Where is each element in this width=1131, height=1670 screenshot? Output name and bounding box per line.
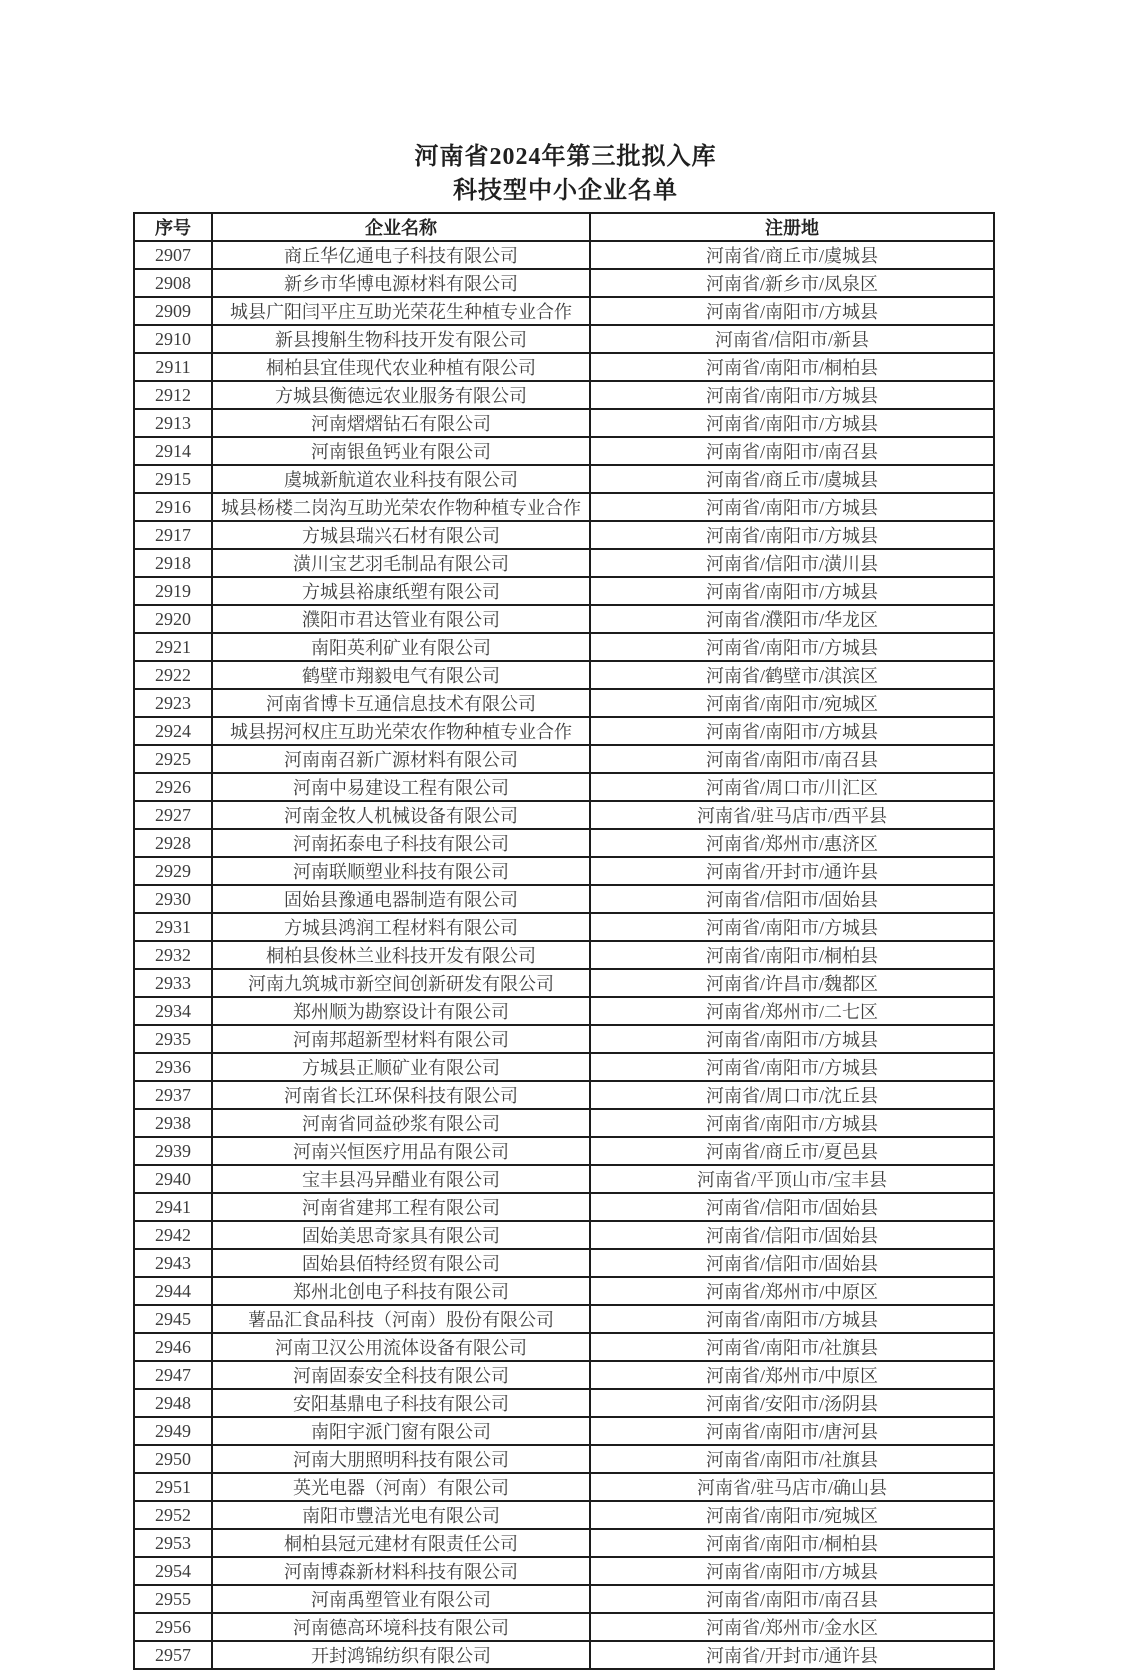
table-row — [134, 521, 994, 549]
row-index: 2936 — [134, 1053, 212, 1081]
registration-location: 河南省/南阳市/方城县 — [590, 1053, 994, 1081]
row-index: 2957 — [134, 1641, 212, 1669]
company-name: 河南卫汉公用流体设备有限公司 — [212, 1333, 590, 1361]
header-registration-location: 注册地 — [590, 213, 994, 241]
row-index: 2911 — [134, 353, 212, 381]
registration-location: 河南省/南阳市/方城县 — [590, 409, 994, 437]
table-row — [134, 997, 994, 1025]
company-name: 河南省建邦工程有限公司 — [212, 1193, 590, 1221]
registration-location: 河南省/周口市/川汇区 — [590, 773, 994, 801]
registration-location: 河南省/商丘市/虞城县 — [590, 241, 994, 269]
table-row — [134, 1585, 994, 1613]
row-index: 2947 — [134, 1361, 212, 1389]
registration-location: 河南省/平顶山市/宝丰县 — [590, 1165, 994, 1193]
company-name: 河南拓泰电子科技有限公司 — [212, 829, 590, 857]
company-name: 濮阳市君达管业有限公司 — [212, 605, 590, 633]
table-row — [134, 493, 994, 521]
row-index: 2914 — [134, 437, 212, 465]
row-index: 2921 — [134, 633, 212, 661]
registration-location: 河南省/南阳市/宛城区 — [590, 689, 994, 717]
registration-location: 河南省/开封市/通许县 — [590, 857, 994, 885]
company-table — [133, 212, 995, 1670]
registration-location: 河南省/信阳市/固始县 — [590, 1221, 994, 1249]
row-index: 2935 — [134, 1025, 212, 1053]
company-name: 河南德高环境科技有限公司 — [212, 1613, 590, 1641]
company-name: 河南大朋照明科技有限公司 — [212, 1445, 590, 1473]
table-row — [134, 661, 994, 689]
company-name: 郑州北创电子科技有限公司 — [212, 1277, 590, 1305]
row-index: 2944 — [134, 1277, 212, 1305]
row-index: 2918 — [134, 549, 212, 577]
row-index: 2920 — [134, 605, 212, 633]
table-row — [134, 1137, 994, 1165]
table-row — [134, 1473, 994, 1501]
table-row — [134, 241, 994, 269]
row-index: 2941 — [134, 1193, 212, 1221]
table-header-row — [134, 213, 994, 241]
registration-location: 河南省/南阳市/南召县 — [590, 745, 994, 773]
registration-location: 河南省/安阳市/汤阴县 — [590, 1389, 994, 1417]
row-index: 2909 — [134, 297, 212, 325]
registration-location: 河南省/南阳市/方城县 — [590, 381, 994, 409]
company-name: 商丘华亿通电子科技有限公司 — [212, 241, 590, 269]
row-index: 2924 — [134, 717, 212, 745]
registration-location: 河南省/南阳市/方城县 — [590, 717, 994, 745]
table-row — [134, 1221, 994, 1249]
table-row — [134, 353, 994, 381]
registration-location: 河南省/南阳市/方城县 — [590, 521, 994, 549]
row-index: 2912 — [134, 381, 212, 409]
company-name: 南阳宇派门窗有限公司 — [212, 1417, 590, 1445]
company-name: 河南固泰安全科技有限公司 — [212, 1361, 590, 1389]
row-index: 2946 — [134, 1333, 212, 1361]
row-index: 2950 — [134, 1445, 212, 1473]
table-row — [134, 1361, 994, 1389]
table-row — [134, 1165, 994, 1193]
table-row — [134, 829, 994, 857]
table-row — [134, 1109, 994, 1137]
registration-location: 河南省/鹤壁市/淇滨区 — [590, 661, 994, 689]
company-name: 薯品汇食品科技（河南）股份有限公司 — [212, 1305, 590, 1333]
row-index: 2940 — [134, 1165, 212, 1193]
registration-location: 河南省/周口市/沈丘县 — [590, 1081, 994, 1109]
company-name: 英光电器（河南）有限公司 — [212, 1473, 590, 1501]
company-name: 固始美思奇家具有限公司 — [212, 1221, 590, 1249]
table-row — [134, 689, 994, 717]
row-index: 2939 — [134, 1137, 212, 1165]
company-name: 城县广阳闫平庄互助光荣花生种植专业合作 — [212, 297, 590, 325]
table-row — [134, 941, 994, 969]
table-row — [134, 1081, 994, 1109]
registration-location: 河南省/新乡市/凤泉区 — [590, 269, 994, 297]
row-index: 2922 — [134, 661, 212, 689]
registration-location: 河南省/郑州市/二七区 — [590, 997, 994, 1025]
registration-location: 河南省/信阳市/新县 — [590, 325, 994, 353]
registration-location: 河南省/驻马店市/西平县 — [590, 801, 994, 829]
table-row — [134, 1613, 994, 1641]
row-index: 2934 — [134, 997, 212, 1025]
row-index: 2938 — [134, 1109, 212, 1137]
row-index: 2908 — [134, 269, 212, 297]
registration-location: 河南省/南阳市/方城县 — [590, 297, 994, 325]
company-name: 河南九筑城市新空间创新研发有限公司 — [212, 969, 590, 997]
row-index: 2933 — [134, 969, 212, 997]
registration-location: 河南省/南阳市/宛城区 — [590, 1501, 994, 1529]
row-index: 2954 — [134, 1557, 212, 1585]
page-title — [0, 140, 1131, 208]
registration-location: 河南省/郑州市/中原区 — [590, 1361, 994, 1389]
row-index: 2953 — [134, 1529, 212, 1557]
registration-location: 河南省/驻马店市/确山县 — [590, 1473, 994, 1501]
company-name: 河南省同益砂浆有限公司 — [212, 1109, 590, 1137]
row-index: 2931 — [134, 913, 212, 941]
row-index: 2937 — [134, 1081, 212, 1109]
company-name: 方城县鸿润工程材料有限公司 — [212, 913, 590, 941]
row-index: 2910 — [134, 325, 212, 353]
company-name: 河南中易建设工程有限公司 — [212, 773, 590, 801]
company-name: 郑州顺为勘察设计有限公司 — [212, 997, 590, 1025]
registration-location: 河南省/信阳市/潢川县 — [590, 549, 994, 577]
company-name: 潢川宝艺羽毛制品有限公司 — [212, 549, 590, 577]
row-index: 2917 — [134, 521, 212, 549]
table-row — [134, 633, 994, 661]
table-row — [134, 1053, 994, 1081]
registration-location: 河南省/南阳市/方城县 — [590, 493, 994, 521]
table-row — [134, 1305, 994, 1333]
table-row — [134, 885, 994, 913]
company-name: 方城县瑞兴石材有限公司 — [212, 521, 590, 549]
table-header — [134, 213, 994, 241]
table-row — [134, 437, 994, 465]
table-row — [134, 717, 994, 745]
table-row — [134, 1501, 994, 1529]
company-name: 南阳市豐洁光电有限公司 — [212, 1501, 590, 1529]
row-index: 2928 — [134, 829, 212, 857]
company-name: 方城县裕康纸塑有限公司 — [212, 577, 590, 605]
company-name: 河南省长江环保科技有限公司 — [212, 1081, 590, 1109]
registration-location: 河南省/南阳市/桐柏县 — [590, 941, 994, 969]
page-title-line2: 科技型中小企业名单 — [453, 178, 678, 204]
row-index: 2948 — [134, 1389, 212, 1417]
registration-location: 河南省/郑州市/中原区 — [590, 1277, 994, 1305]
row-index: 2932 — [134, 941, 212, 969]
company-name: 城县杨楼二岗沟互助光荣农作物种植专业合作 — [212, 493, 590, 521]
row-index: 2942 — [134, 1221, 212, 1249]
company-name: 河南银鱼钙业有限公司 — [212, 437, 590, 465]
registration-location: 河南省/南阳市/社旗县 — [590, 1333, 994, 1361]
row-index: 2929 — [134, 857, 212, 885]
row-index: 2915 — [134, 465, 212, 493]
registration-location: 河南省/商丘市/虞城县 — [590, 465, 994, 493]
registration-location: 河南省/南阳市/南召县 — [590, 437, 994, 465]
company-name: 河南熠熠钻石有限公司 — [212, 409, 590, 437]
company-name: 新乡市华博电源材料有限公司 — [212, 269, 590, 297]
row-index: 2955 — [134, 1585, 212, 1613]
company-name: 河南联顺塑业科技有限公司 — [212, 857, 590, 885]
company-name: 鹤壁市翔毅电气有限公司 — [212, 661, 590, 689]
table-row — [134, 1641, 994, 1669]
row-index: 2956 — [134, 1613, 212, 1641]
table-row — [134, 1333, 994, 1361]
table-row — [134, 745, 994, 773]
row-index: 2926 — [134, 773, 212, 801]
table-row — [134, 1277, 994, 1305]
row-index: 2949 — [134, 1417, 212, 1445]
registration-location: 河南省/商丘市/夏邑县 — [590, 1137, 994, 1165]
registration-location: 河南省/南阳市/方城县 — [590, 1557, 994, 1585]
registration-location: 河南省/信阳市/固始县 — [590, 1249, 994, 1277]
company-name: 安阳基鼎电子科技有限公司 — [212, 1389, 590, 1417]
table-row — [134, 1445, 994, 1473]
table-row — [134, 913, 994, 941]
company-name: 河南禹塑管业有限公司 — [212, 1585, 590, 1613]
registration-location: 河南省/郑州市/金水区 — [590, 1613, 994, 1641]
table-row — [134, 269, 994, 297]
company-name: 桐柏县俊林兰业科技开发有限公司 — [212, 941, 590, 969]
table-row — [134, 605, 994, 633]
company-name: 南阳英利矿业有限公司 — [212, 633, 590, 661]
company-name: 方城县衡德远农业服务有限公司 — [212, 381, 590, 409]
company-name: 虞城新航道农业科技有限公司 — [212, 465, 590, 493]
registration-location: 河南省/南阳市/方城县 — [590, 577, 994, 605]
row-index: 2943 — [134, 1249, 212, 1277]
row-index: 2927 — [134, 801, 212, 829]
table-row — [134, 801, 994, 829]
company-name: 固始县豫通电器制造有限公司 — [212, 885, 590, 913]
registration-location: 河南省/南阳市/社旗县 — [590, 1445, 994, 1473]
header-index: 序号 — [134, 213, 212, 241]
table-row — [134, 1025, 994, 1053]
table-row — [134, 1389, 994, 1417]
company-name: 桐柏县冠元建材有限责任公司 — [212, 1529, 590, 1557]
row-index: 2951 — [134, 1473, 212, 1501]
registration-location: 河南省/许昌市/魏都区 — [590, 969, 994, 997]
registration-location: 河南省/南阳市/方城县 — [590, 1025, 994, 1053]
company-name: 城县拐河权庄互助光荣农作物种植专业合作 — [212, 717, 590, 745]
table-row — [134, 1249, 994, 1277]
company-name: 固始县佰特经贸有限公司 — [212, 1249, 590, 1277]
registration-location: 河南省/南阳市/桐柏县 — [590, 353, 994, 381]
table-row — [134, 1557, 994, 1585]
registration-location: 河南省/南阳市/方城县 — [590, 633, 994, 661]
company-name: 河南兴恒医疗用品有限公司 — [212, 1137, 590, 1165]
registration-location: 河南省/南阳市/南召县 — [590, 1585, 994, 1613]
row-index: 2952 — [134, 1501, 212, 1529]
company-name: 河南邦超新型材料有限公司 — [212, 1025, 590, 1053]
table-row — [134, 297, 994, 325]
header-company-name: 企业名称 — [212, 213, 590, 241]
registration-location: 河南省/郑州市/惠济区 — [590, 829, 994, 857]
table-row — [134, 325, 994, 353]
company-name: 河南南召新广源材料有限公司 — [212, 745, 590, 773]
company-name: 新县搜斛生物科技开发有限公司 — [212, 325, 590, 353]
company-name: 桐柏县宜佳现代农业种植有限公司 — [212, 353, 590, 381]
row-index: 2913 — [134, 409, 212, 437]
table-row — [134, 1529, 994, 1557]
company-name: 方城县正顺矿业有限公司 — [212, 1053, 590, 1081]
table-row — [134, 577, 994, 605]
registration-location: 河南省/南阳市/方城县 — [590, 1305, 994, 1333]
row-index: 2916 — [134, 493, 212, 521]
page-title-line1: 河南省2024年第三批拟入库 — [414, 144, 717, 170]
company-name: 河南金牧人机械设备有限公司 — [212, 801, 590, 829]
row-index: 2945 — [134, 1305, 212, 1333]
registration-location: 河南省/濮阳市/华龙区 — [590, 605, 994, 633]
registration-location: 河南省/信阳市/固始县 — [590, 1193, 994, 1221]
table-row — [134, 857, 994, 885]
table-row — [134, 1193, 994, 1221]
row-index: 2919 — [134, 577, 212, 605]
registration-location: 河南省/南阳市/方城县 — [590, 1109, 994, 1137]
registration-location: 河南省/南阳市/桐柏县 — [590, 1529, 994, 1557]
company-name: 河南博森新材料科技有限公司 — [212, 1557, 590, 1585]
row-index: 2925 — [134, 745, 212, 773]
table-row — [134, 1417, 994, 1445]
registration-location: 河南省/开封市/通许县 — [590, 1641, 994, 1669]
registration-location: 河南省/信阳市/固始县 — [590, 885, 994, 913]
table-body — [134, 241, 994, 1669]
company-name: 河南省博卡互通信息技术有限公司 — [212, 689, 590, 717]
row-index: 2930 — [134, 885, 212, 913]
row-index: 2923 — [134, 689, 212, 717]
row-index: 2907 — [134, 241, 212, 269]
table-row — [134, 381, 994, 409]
table-row — [134, 409, 994, 437]
company-name: 开封鸿锦纺织有限公司 — [212, 1641, 590, 1669]
table-row — [134, 549, 994, 577]
table-row — [134, 465, 994, 493]
table-row — [134, 969, 994, 997]
company-name: 宝丰县冯异醋业有限公司 — [212, 1165, 590, 1193]
table-row — [134, 773, 994, 801]
registration-location: 河南省/南阳市/方城县 — [590, 913, 994, 941]
registration-location: 河南省/南阳市/唐河县 — [590, 1417, 994, 1445]
